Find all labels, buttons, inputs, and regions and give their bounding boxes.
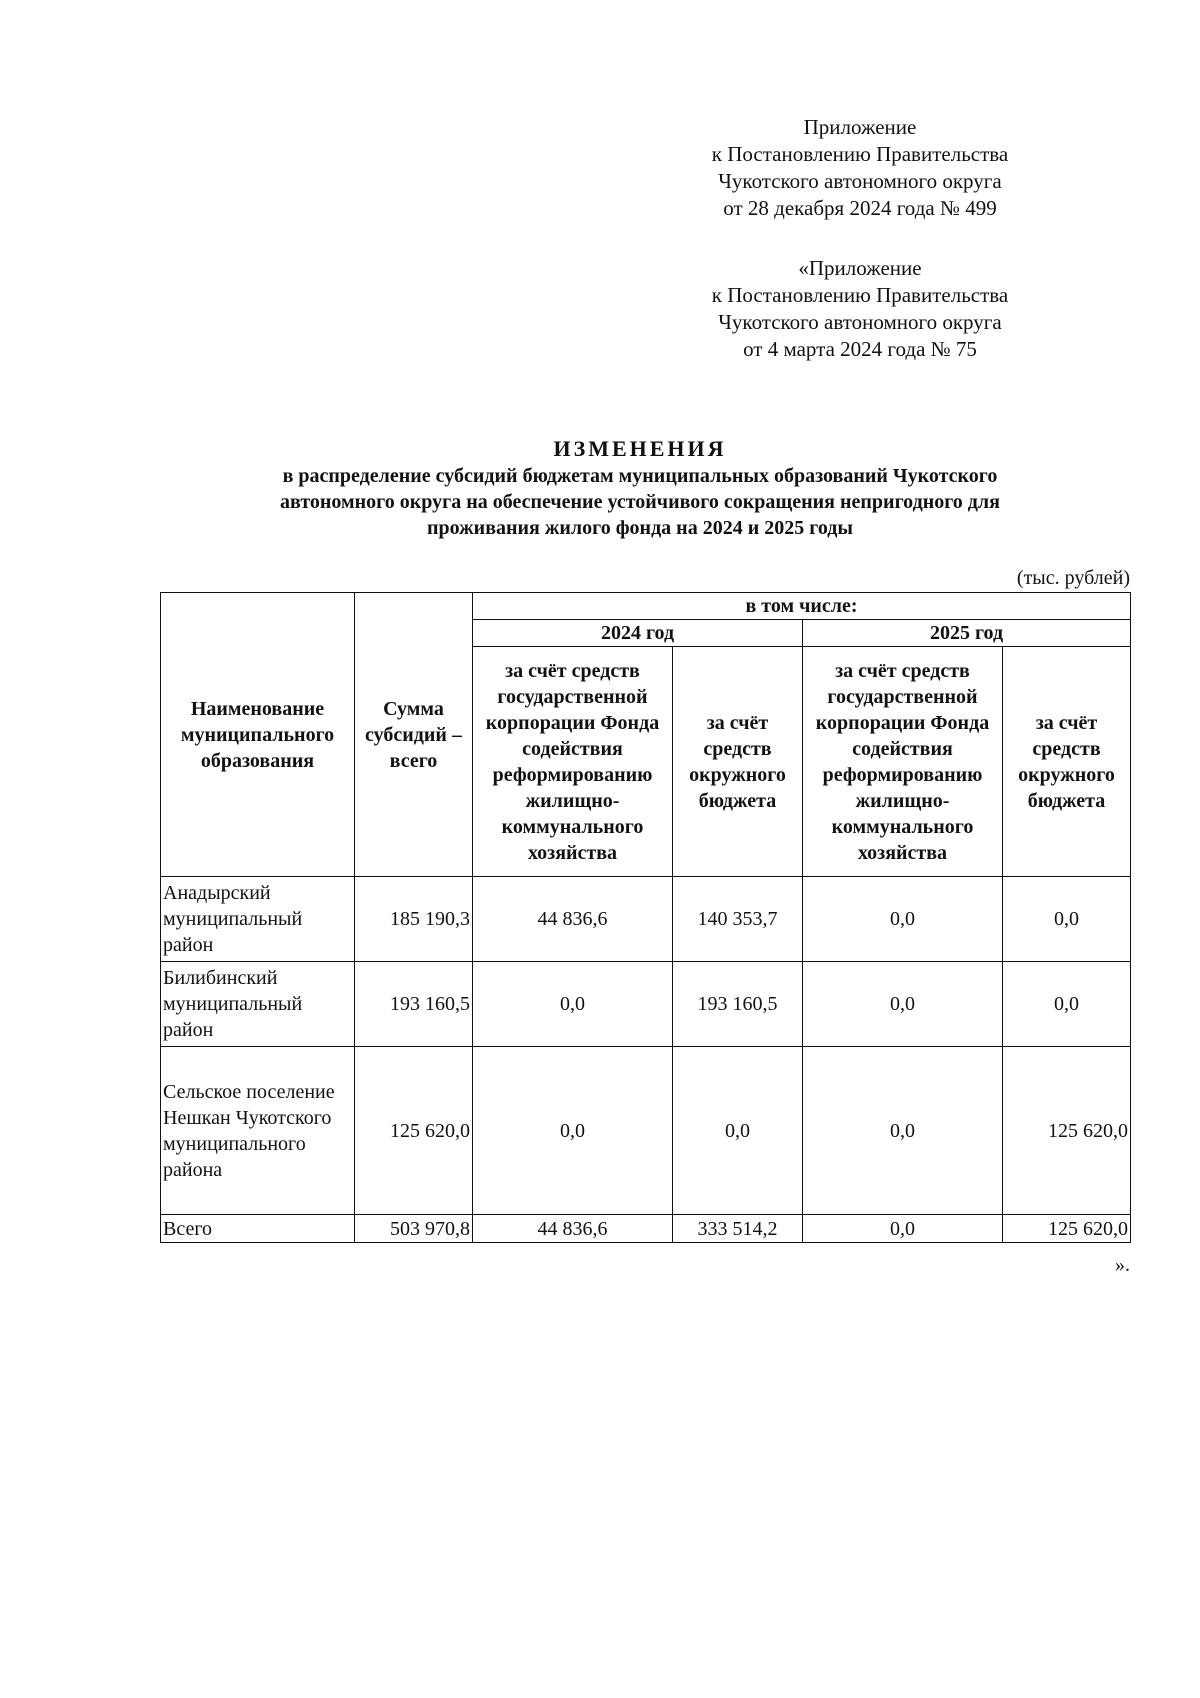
row-okrug-2024: 0,0	[673, 1047, 803, 1215]
appendix-line: от 28 декабря 2024 года № 499	[723, 196, 997, 220]
total-row-name: Всего	[161, 1215, 355, 1243]
table-row	[161, 877, 1131, 962]
appendix-line: «Приложение	[798, 256, 922, 280]
total-row-fund-2024: 44 836,6	[473, 1215, 673, 1243]
document-heading	[150, 434, 1130, 541]
header-year-2024: 2024 год	[473, 620, 803, 647]
row-fund-2024: 44 836,6	[473, 877, 673, 962]
subsidy-table	[160, 592, 1131, 1243]
subtitle-line: проживания жилого фонда на 2024 и 2025 годы	[427, 517, 853, 539]
total-row-okrug-2025: 125 620,0	[1003, 1215, 1131, 1243]
row-fund-2025: 0,0	[803, 877, 1003, 962]
closing-quote: ».	[1115, 1254, 1130, 1276]
subtitle-line: автономного округа на обеспечение устойчивого сокращения непригодного для	[280, 491, 1000, 513]
appendix-line: Чукотского автономного округа	[718, 169, 1002, 193]
subtitle-line: в распределение субсидий бюджетам муниципальных образований Чукотского	[282, 465, 998, 487]
table-total-row	[161, 1215, 1131, 1243]
row-name: Анадырский муниципальный район	[161, 877, 355, 962]
table-row	[161, 962, 1131, 1047]
appendix-line: к Постановлению Правительства	[711, 142, 1009, 166]
total-row-okrug-2024: 333 514,2	[673, 1215, 803, 1243]
header-including: в том числе:	[473, 593, 1131, 620]
total-row-total: 503 970,8	[355, 1215, 473, 1243]
row-fund-2024: 0,0	[473, 962, 673, 1047]
appendix-line: Чукотского автономного округа	[718, 310, 1002, 334]
row-okrug-2024: 193 160,5	[673, 962, 803, 1047]
table-row	[161, 1047, 1131, 1215]
row-okrug-2025: 0,0	[1003, 962, 1131, 1047]
header-okrug-2024: за счёт средств окружного бюджета	[673, 647, 803, 877]
row-fund-2024: 0,0	[473, 1047, 673, 1215]
header-year-2025: 2025 год	[803, 620, 1131, 647]
document-title: ИЗМЕНЕНИЯ	[553, 436, 727, 461]
row-name: Билибинский муниципальный район	[161, 962, 355, 1047]
appendix-line: Приложение	[803, 115, 917, 139]
appendix-line: к Постановлению Правительства	[711, 283, 1009, 307]
row-okrug-2025: 0,0	[1003, 877, 1131, 962]
row-fund-2025: 0,0	[803, 962, 1003, 1047]
row-name: Сельское поселение Нешкан Чукотского муниципального района	[161, 1047, 355, 1215]
header-fund-2025: за счёт средств государственной корпорации Фонда содействия реформированию жилищно-коммунального хозяйства	[803, 647, 1003, 877]
row-okrug-2024: 140 353,7	[673, 877, 803, 962]
appendix-reference-current	[700, 114, 1020, 222]
document-subtitle	[150, 463, 1130, 541]
row-total: 193 160,5	[355, 962, 473, 1047]
row-fund-2025: 0,0	[803, 1047, 1003, 1215]
row-total: 125 620,0	[355, 1047, 473, 1215]
header-name: Наименование муниципального образования	[161, 593, 355, 877]
row-okrug-2025: 125 620,0	[1003, 1047, 1131, 1215]
header-total: Сумма субсидий – всего	[355, 593, 473, 877]
header-fund-2024: за счёт средств государственной корпорации Фонда содействия реформированию жилищно-коммунального хозяйства	[473, 647, 673, 877]
total-row-fund-2025: 0,0	[803, 1215, 1003, 1243]
header-okrug-2025: за счёт средств окружного бюджета	[1003, 647, 1131, 877]
row-total: 185 190,3	[355, 877, 473, 962]
appendix-line: от 4 марта 2024 года № 75	[743, 337, 977, 361]
appendix-reference-original	[700, 255, 1020, 363]
units-label: (тыс. рублей)	[1016, 567, 1130, 589]
